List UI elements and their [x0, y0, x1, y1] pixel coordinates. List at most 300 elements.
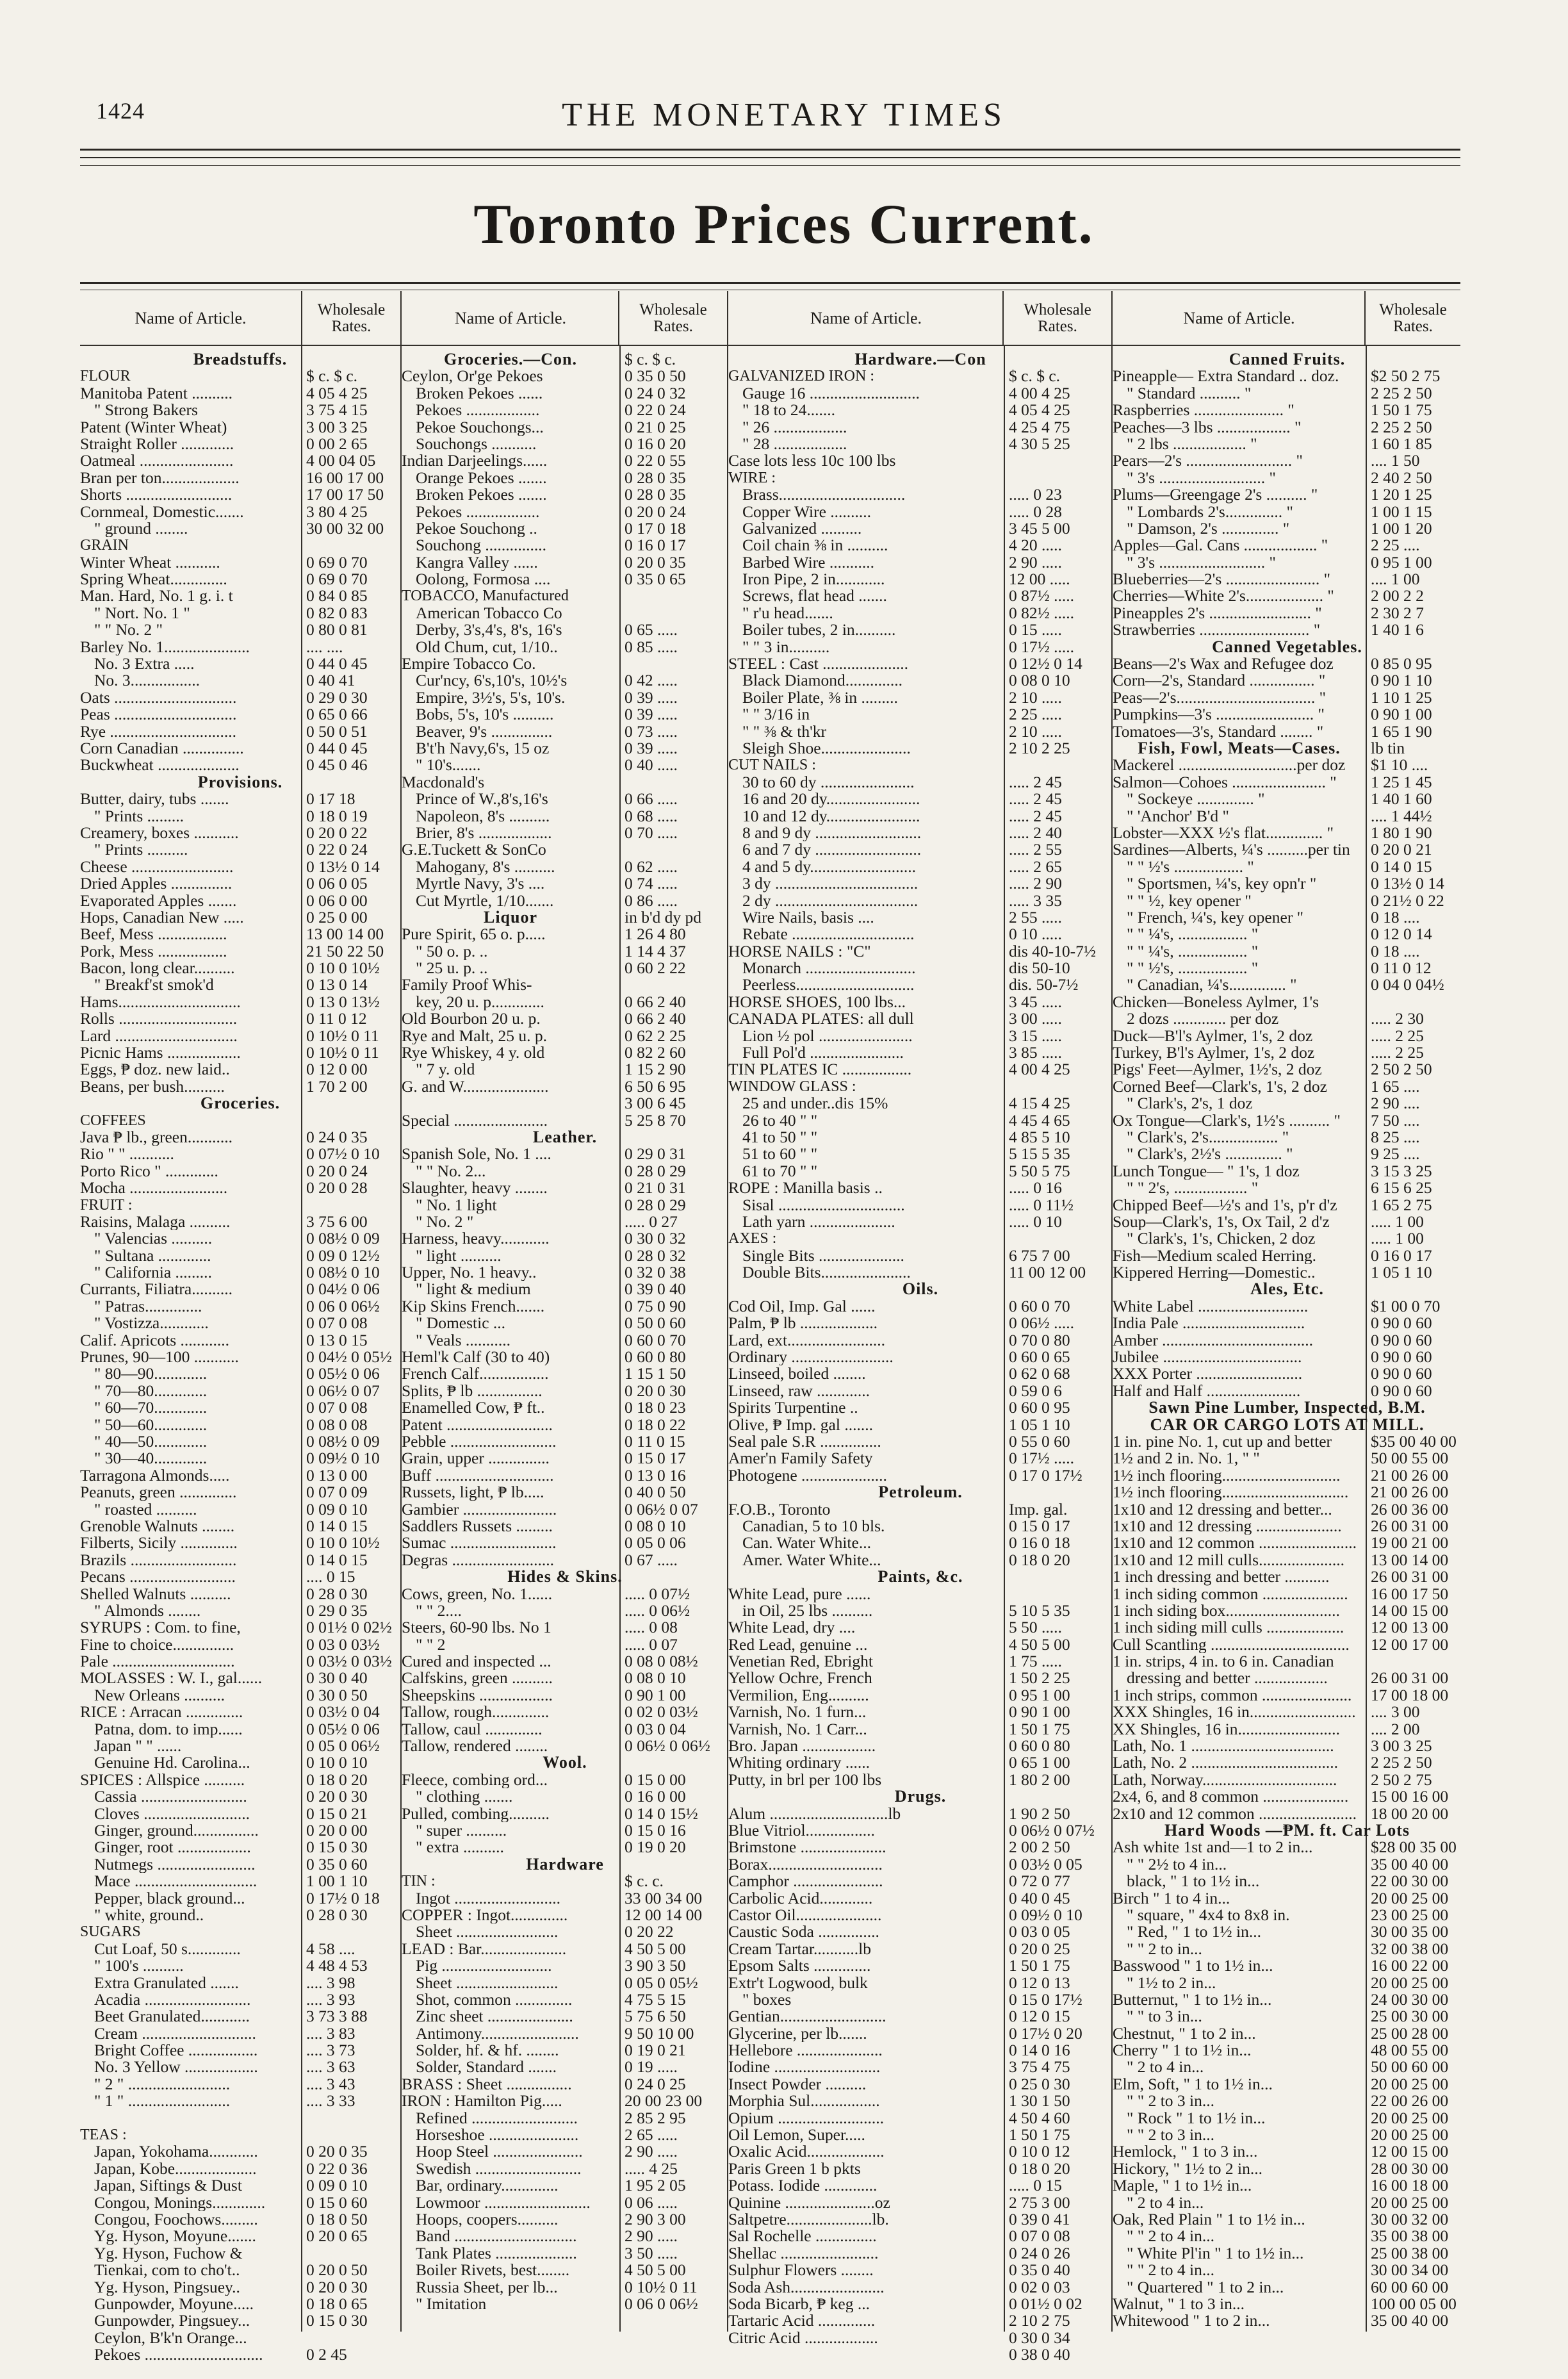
- wholesale-rate: 1 00 1 15: [1371, 503, 1432, 520]
- price-row: [728, 774, 1111, 791]
- price-row: [1113, 1535, 1460, 1551]
- wholesale-rate: 13 00 14 00: [306, 926, 384, 943]
- article-name: GALVANIZED IRON :: [728, 368, 874, 385]
- article-name: Sulphur Flowers ........: [728, 2262, 874, 2279]
- article-name: Raspberries ...................... ": [1113, 402, 1294, 419]
- article-name: Spirits Turpentine ..: [728, 1399, 858, 1417]
- article-name: Quinine ......................oz: [728, 2194, 890, 2211]
- price-row: [728, 1146, 1111, 1162]
- price-row: [1113, 791, 1460, 807]
- price-row: [80, 2279, 400, 2296]
- wholesale-rate: 2 00 2 2: [1371, 588, 1424, 605]
- price-row: [1113, 1112, 1460, 1129]
- wholesale-rate: 16 00 18 00: [1371, 2177, 1449, 2194]
- wholesale-rate: 0 67 .....: [625, 1551, 678, 1569]
- price-row: [80, 2143, 400, 2160]
- article-name: " " 2....: [416, 1602, 462, 1620]
- article-name: Beet Granulated............: [94, 2008, 250, 2025]
- article-name: Slaughter, heavy ........: [402, 1180, 548, 1197]
- article-name: " " 2: [416, 1636, 446, 1654]
- wholesale-rate: 35 00 40 00: [1371, 1856, 1449, 1873]
- price-row: [1113, 520, 1460, 537]
- article-name: Gunpowder, Pingsuey...: [94, 2312, 250, 2330]
- article-name: Solder, hf. & hf. ........: [416, 2042, 559, 2059]
- price-row: [80, 1923, 400, 1940]
- article-name: Patna, dom. to imp......: [94, 1720, 243, 1738]
- article-name: Zinc sheet .....................: [416, 2008, 573, 2025]
- article-name: Plums—Greengage 2's .......... ": [1113, 486, 1318, 504]
- article-name: Duck—B'l's Aylmer, 1's, 2 doz: [1113, 1027, 1313, 1045]
- wholesale-rate: 0 03½ 0 03½: [306, 1653, 392, 1670]
- price-row: [80, 1568, 400, 1585]
- article-name: Jubilee ..................................: [1113, 1349, 1302, 1366]
- price-row: [80, 571, 400, 588]
- price-row: [402, 2093, 727, 2109]
- article-name: Tank Plates ....................: [416, 2244, 577, 2262]
- wholesale-rate: [1004, 1230, 1113, 1247]
- price-row: [80, 1754, 400, 1771]
- price-row: [1113, 2008, 1460, 2025]
- wholesale-rate: [619, 841, 728, 858]
- wholesale-rate: 1 26 4 80: [625, 926, 686, 943]
- price-row: [728, 2296, 1111, 2312]
- article-name: 2x10 and 12 common ........................: [1113, 1805, 1357, 1822]
- article-name: WINDOW GLASS :: [728, 1078, 856, 1095]
- wholesale-rate: 30 00 35 00: [1371, 1923, 1449, 1941]
- wholesale-rate: 0 74 .....: [625, 875, 678, 893]
- article-name: Chicken—Boneless Aylmer, 1's: [1113, 993, 1319, 1011]
- price-row: [402, 1586, 727, 1602]
- article-name: Orange Pekoes .......: [416, 469, 547, 487]
- article-name: Lath, No. 2 ....................................: [1113, 1754, 1339, 1772]
- wholesale-rate: 8 25 ....: [1371, 1128, 1420, 1146]
- wholesale-rate: 2 65 .....: [625, 2127, 678, 2144]
- wholesale-rate: 0 38 0 40: [1009, 2346, 1070, 2364]
- price-row: [1113, 2194, 1460, 2211]
- article-name: Venetian Red, Ebright: [728, 1653, 873, 1670]
- price-row: [80, 1907, 400, 1923]
- article-name: 2 dozs ............. per doz: [1127, 1010, 1279, 1028]
- wholesale-rate: .... 1 00: [1371, 571, 1420, 588]
- wholesale-rate: 0 20 0 25: [1009, 1940, 1070, 1958]
- article-name: 6 and 7 dy ..........................: [742, 841, 922, 859]
- article-name: Bright Coffee .................: [94, 2042, 258, 2059]
- section-title: Groceries.: [200, 1095, 281, 1112]
- article-name: Lowmoor ..........................: [416, 2194, 591, 2211]
- price-column: [400, 291, 727, 2332]
- article-name: 30 to 60 dy .......................: [742, 773, 915, 791]
- wholesale-rate: 0 13 0 16: [625, 1467, 686, 1485]
- article-name: Splits, ₱ lb ................: [402, 1382, 543, 1400]
- article-name: " " ¼'s, ................. ": [1127, 943, 1259, 960]
- wholesale-rate: 0 18 0 50: [306, 2210, 368, 2228]
- price-row: [728, 2076, 1111, 2093]
- price-row: [80, 1230, 400, 1247]
- wholesale-rate: 0 20 0 35: [306, 2143, 368, 2161]
- price-row: [80, 1721, 400, 1738]
- article-name: Soda Bicarb, ₱ keg ...: [728, 2295, 870, 2313]
- wholesale-rate: 2 90 3 00: [625, 2210, 686, 2228]
- price-row: [1113, 1552, 1460, 1568]
- wholesale-rate: 0 65 1 00: [1009, 1754, 1070, 1772]
- wholesale-rate: 0 22 0 24: [625, 402, 686, 419]
- article-name: Calfskins, green ..........: [402, 1670, 553, 1687]
- wholesale-rate: 26 00 31 00: [1371, 1517, 1449, 1535]
- price-row: [80, 1197, 400, 1214]
- price-row: [728, 1467, 1111, 1484]
- wholesale-rate: 0 22 0 55: [625, 452, 686, 470]
- wholesale-rate: 21 00 26 00: [1371, 1484, 1449, 1501]
- article-name: " 80—90.............: [94, 1365, 208, 1383]
- price-row: [1113, 1365, 1460, 1382]
- wholesale-rate: 20 00 25 00: [1371, 2127, 1449, 2144]
- price-row: [402, 1975, 727, 1991]
- price-row: [1113, 1197, 1460, 1214]
- article-name: " " 3 in..........: [742, 638, 830, 656]
- article-name: Boiler Rivets, best........: [416, 2262, 570, 2279]
- price-row: [402, 1298, 727, 1315]
- price-row: [1113, 1586, 1460, 1602]
- wholesale-rate: 22 00 26 00: [1371, 2093, 1449, 2110]
- article-name: Lath yarn .....................: [742, 1213, 895, 1231]
- wholesale-rate: 0 18 0 20: [1009, 1551, 1070, 1569]
- price-row: [728, 1991, 1111, 2008]
- wholesale-rate: [301, 1197, 400, 1214]
- article-name: Hellebore .....................: [728, 2042, 883, 2059]
- price-row: [80, 893, 400, 909]
- price-row: [402, 1146, 727, 1162]
- wholesale-rate: 2 90 .....: [625, 2228, 678, 2245]
- wholesale-rate: 0 60 0 65: [1009, 1349, 1070, 1366]
- article-name: Citric Acid ..................: [728, 2329, 878, 2347]
- price-row: [80, 1399, 400, 1416]
- price-row: [80, 1806, 400, 1822]
- wholesale-rate: [1004, 1586, 1113, 1602]
- wholesale-rate: ..... 1 00: [1371, 1213, 1424, 1231]
- price-row: [1113, 1856, 1460, 1873]
- article-name: Tallow, rough..............: [402, 1704, 550, 1721]
- price-row: [1113, 2279, 1460, 2296]
- article-name: Amer. Water White...: [742, 1551, 881, 1569]
- wholesale-rate: 20 00 25 00: [1371, 2075, 1449, 2093]
- wholesale-rates-header: Wholesale Rates.: [1364, 291, 1460, 346]
- column-header: [1113, 291, 1460, 346]
- article-name: 41 to 50 " ": [742, 1128, 818, 1146]
- header-rule: [80, 157, 1460, 158]
- wholesale-rate: 1 70 2 00: [306, 1078, 368, 1096]
- wholesale-rate: 4 30 5 25: [1009, 435, 1070, 453]
- article-name: Rebate ..............................: [742, 926, 915, 943]
- wholesale-rate: 0 20 0 30: [306, 2278, 368, 2296]
- article-name: " Vostizza............: [94, 1315, 209, 1332]
- price-row: [402, 2262, 727, 2278]
- article-name: Pebble ..........................: [402, 1433, 557, 1451]
- wholesale-rate: 0 10 0 10: [306, 1754, 368, 1772]
- article-name: Linseed, boiled ........: [728, 1365, 866, 1383]
- price-row: [728, 1180, 1111, 1196]
- wholesale-rate: 2 30 2 7: [1371, 604, 1424, 622]
- price-row: [402, 1839, 727, 1856]
- article-name: " " 3/16 in: [742, 706, 810, 723]
- price-row: [1113, 1704, 1460, 1720]
- price-row: [402, 1247, 727, 1264]
- article-name: Cream ............................: [94, 2025, 256, 2043]
- price-row: [80, 672, 400, 689]
- price-row: [728, 875, 1111, 892]
- price-row: [728, 1923, 1111, 1940]
- article-name: Corn—2's, Standard ................ ": [1113, 672, 1326, 689]
- wholesale-rate: 0 25 0 00: [306, 909, 368, 926]
- wholesale-rate: 12 00 15 00: [1371, 2143, 1449, 2161]
- wholesale-rate: [1366, 994, 1462, 1010]
- wholesale-rate: 0 06 0 06½: [625, 2295, 698, 2313]
- section-heading: [728, 351, 1111, 368]
- price-row: [1113, 2177, 1460, 2194]
- price-row: [402, 1636, 727, 1653]
- price-row: [1113, 1010, 1460, 1027]
- price-row: [402, 571, 727, 588]
- article-name: Rye Whiskey, 4 y. old: [402, 1044, 545, 1062]
- wholesale-rate: 0 10½ 0 11: [625, 2278, 698, 2296]
- price-row: [728, 791, 1111, 807]
- article-name: Man. Hard, No. 1 g. i. t: [80, 588, 233, 605]
- price-row: [1113, 1788, 1460, 1805]
- article-name: Fish—Medium scaled Herring.: [1113, 1247, 1316, 1265]
- section-heading: [402, 909, 727, 926]
- price-row: [80, 1501, 400, 1518]
- wholesale-rate: 0 15 0 16: [625, 1822, 686, 1840]
- price-row: [1113, 1247, 1460, 1264]
- article-name: Mace ..............................: [94, 1873, 257, 1890]
- wholesale-rate: 0 24 0 32: [625, 384, 686, 402]
- price-row: [728, 1586, 1111, 1602]
- price-row: [80, 1129, 400, 1146]
- wholesale-rate: 1 75 .....: [1009, 1653, 1062, 1670]
- article-name: " White Pl'in " 1 to 1½ in...: [1127, 2244, 1304, 2262]
- article-name: Porto Rico " .............: [80, 1162, 218, 1180]
- price-row: [728, 520, 1111, 537]
- wholesale-rate: 0 07 0 08: [306, 1315, 368, 1332]
- price-row: [728, 385, 1111, 402]
- article-name: Cows, green, No. 1......: [402, 1585, 553, 1602]
- article-name: Lard, ext........................: [728, 1331, 886, 1349]
- article-name: Corn Canadian ...............: [80, 739, 244, 757]
- price-row: [1113, 1163, 1460, 1180]
- wholesale-rate: 0 24 0 35: [306, 1128, 368, 1146]
- wholesale-rate: 0 15 0 21: [306, 1805, 368, 1822]
- price-row: [402, 1806, 727, 1822]
- article-name: Barbed Wire ...........: [742, 554, 874, 572]
- article-name: " clothing .......: [416, 1788, 513, 1806]
- price-row: [1113, 808, 1460, 825]
- article-name: " 40—50.............: [94, 1433, 208, 1451]
- wholesale-rate: 0 06½ 0 07: [306, 1382, 380, 1400]
- wholesale-rate: 0 06 .....: [625, 2194, 678, 2211]
- article-name: " Red, " 1 to 1½ in...: [1127, 1923, 1261, 1941]
- price-row: [80, 1822, 400, 1839]
- article-name: AXES :: [728, 1230, 777, 1247]
- article-name: Kip Skins French.......: [402, 1297, 545, 1315]
- price-row: [1113, 1890, 1460, 1907]
- wholesale-rate: $1 10 ....: [1371, 757, 1428, 774]
- article-name: Peas—2's.................................. ": [1113, 689, 1327, 707]
- article-name: " Breakf'st smok'd: [94, 976, 214, 994]
- article-name: Birch " 1 to 4 in...: [1113, 1889, 1230, 1907]
- wholesale-rate: 20 00 25 00: [1371, 2194, 1449, 2211]
- price-row: [402, 1163, 727, 1180]
- price-row: [728, 1772, 1111, 1788]
- article-name: Bran per ton...................: [80, 469, 240, 487]
- price-row: [402, 1890, 727, 1907]
- wholesale-rate: 0 90 0 60: [1371, 1382, 1432, 1400]
- price-row: [1113, 1298, 1460, 1315]
- wholesale-rate: 50 00 55 00: [1371, 1450, 1449, 1467]
- wholesale-rate: 1 50 1 75: [1371, 402, 1432, 419]
- wholesale-rate: 12 00 13 00: [1371, 1619, 1449, 1636]
- wholesale-rate: 0 85 0 95: [1371, 655, 1432, 673]
- price-row: [1113, 1518, 1460, 1535]
- wholesale-rate: 4 20 .....: [1009, 537, 1062, 554]
- price-row: [728, 1247, 1111, 1264]
- wholesale-rate: 0 82 0 83: [306, 604, 368, 622]
- wholesale-rate: 0 01½ 0 02½: [306, 1619, 392, 1636]
- wholesale-rate: ..... 0 06½: [625, 1602, 690, 1620]
- price-row: [728, 605, 1111, 622]
- article-name: Palm, ₱ lb ...................: [728, 1315, 878, 1332]
- article-name: STEEL : Cast .....................: [728, 655, 908, 673]
- price-row: [80, 1738, 400, 1754]
- article-name: Spanish Sole, No. 1 ....: [402, 1146, 551, 1163]
- article-name: 1½ and 2 in. No. 1, " ": [1113, 1450, 1260, 1467]
- price-row: [80, 2262, 400, 2278]
- article-name: Brier, 8's ..................: [416, 824, 552, 842]
- price-row: [80, 808, 400, 825]
- price-row: [80, 2312, 400, 2329]
- article-name: Shelled Walnuts ..........: [80, 1585, 231, 1602]
- article-name: 2x4, 6, and 8 common .....................: [1113, 1788, 1349, 1806]
- wholesale-rate: 0 39 .....: [625, 689, 678, 707]
- article-name: dressing and better ..................: [1127, 1670, 1328, 1687]
- article-name: Dried Apples ...............: [80, 875, 233, 893]
- article-name: Apples—Gal. Cans .................. ": [1113, 537, 1328, 554]
- article-name: TEAS :: [80, 2127, 127, 2144]
- price-row: [402, 825, 727, 841]
- price-row: [402, 1484, 727, 1501]
- wholesale-rate: 0 20 0 24: [625, 503, 686, 520]
- wholesale-rate: 0 40 0 45: [1009, 1889, 1070, 1907]
- wholesale-rate: 1 50 1 75: [1009, 2127, 1070, 2144]
- article-name: " " ⅜ & th'kr: [742, 723, 826, 740]
- price-row: [402, 875, 727, 892]
- wholesale-rate: 0 87½ .....: [1009, 588, 1074, 605]
- price-row: [402, 2161, 727, 2177]
- article-name: Hams..............................: [80, 993, 241, 1011]
- article-name: Cloves ..........................: [94, 1805, 250, 1822]
- article-name: " " 2 to 3 in...: [1127, 2127, 1214, 2144]
- article-name: Blue Vitriol.................: [728, 1822, 875, 1840]
- article-name: Degras .........................: [402, 1551, 554, 1569]
- wholesale-rate: 1 65 2 75: [1371, 1196, 1432, 1214]
- article-name: Peanuts, green ..............: [80, 1484, 237, 1501]
- price-row: [728, 504, 1111, 520]
- wholesale-rate: 0 06½ 0 07: [625, 1501, 698, 1518]
- price-row: [1113, 1450, 1460, 1467]
- wholesale-rate: 0 28 0 35: [625, 469, 686, 487]
- article-name: " Prints ..........: [94, 841, 188, 859]
- price-row: [728, 2194, 1111, 2211]
- price-row: [1113, 706, 1460, 723]
- wholesale-rate: 6 15 6 25: [1371, 1180, 1432, 1197]
- article-name: Raisins, Malaga ..........: [80, 1213, 231, 1231]
- article-name: " " 2's, .................. ": [1127, 1180, 1259, 1197]
- article-name: Ginger, root ..................: [94, 1839, 251, 1856]
- article-name: Extra Granulated .......: [94, 1974, 239, 1991]
- article-name: Morphia Sul.................: [728, 2093, 880, 2110]
- price-row: [402, 2194, 727, 2211]
- price-row: [728, 639, 1111, 655]
- price-row: [80, 1484, 400, 1501]
- wholesale-rate: ..... 2 45: [1009, 807, 1062, 825]
- price-row: [80, 537, 400, 554]
- wholesale-rate: 0 07 0 08: [1009, 2228, 1070, 2245]
- price-row: [1113, 1028, 1460, 1044]
- wholesale-rate: 4 50 4 60: [1009, 2109, 1070, 2127]
- wholesale-rate: 0 10 0 12: [1009, 2143, 1070, 2161]
- article-name: Sal Rochelle ...............: [728, 2228, 877, 2245]
- price-row: [728, 2211, 1111, 2228]
- wholesale-rate: .... 3 00: [1371, 1704, 1420, 1721]
- article-name: Soup—Clark's, 1's, Ox Tail, 2 d'z: [1113, 1213, 1330, 1231]
- price-row: [80, 723, 400, 740]
- price-row: [728, 1856, 1111, 1873]
- price-row: [728, 419, 1111, 436]
- price-row: [80, 1163, 400, 1180]
- article-name: Lunch Tongue— " 1's, 1 doz: [1113, 1162, 1300, 1180]
- wholesale-rate: 0 66 2 40: [625, 1010, 686, 1028]
- price-row: [402, 622, 727, 638]
- wholesale-rate: 0 2 45: [306, 2346, 347, 2364]
- price-row: [402, 943, 727, 960]
- price-row: [1113, 1907, 1460, 1923]
- column-header: [728, 291, 1111, 346]
- price-row: [402, 1822, 727, 1839]
- article-name: 3 dy ...................................: [742, 875, 919, 893]
- article-name: Rolls .............................: [80, 1010, 238, 1028]
- wholesale-rate: 0 60 0 70: [1009, 1297, 1070, 1315]
- price-row: [1113, 1873, 1460, 1889]
- price-row: [1113, 976, 1460, 993]
- wholesale-rate: ..... 0 16: [1009, 1180, 1062, 1197]
- wholesale-rate: 4 00 04 05: [306, 452, 376, 470]
- price-row: [402, 1670, 727, 1686]
- wholesale-rate: 35 00 40 00: [1371, 2312, 1449, 2330]
- wholesale-rate: 60 00 60 00: [1371, 2278, 1449, 2296]
- price-row: [80, 605, 400, 622]
- article-name: Gunpowder, Moyune.....: [94, 2295, 254, 2313]
- price-row: [80, 504, 400, 520]
- article-name: Whitewood " 1 to 2 in...: [1113, 2312, 1270, 2330]
- article-name: Yg. Hyson, Moyune.......: [94, 2228, 256, 2245]
- article-name: Gambier .......................: [402, 1501, 557, 1518]
- article-name: " Damson, 2's .............. ": [1127, 520, 1290, 538]
- price-row: [402, 1383, 727, 1399]
- price-row: [728, 1518, 1111, 1535]
- price-row: [728, 859, 1111, 875]
- article-name: Ceylon, B'k'n Orange...: [94, 2329, 247, 2347]
- section-title: Canned Fruits.: [1229, 351, 1346, 368]
- article-name: XX Shingles, 16 in.........................: [1113, 1720, 1340, 1738]
- price-row: [402, 2228, 727, 2244]
